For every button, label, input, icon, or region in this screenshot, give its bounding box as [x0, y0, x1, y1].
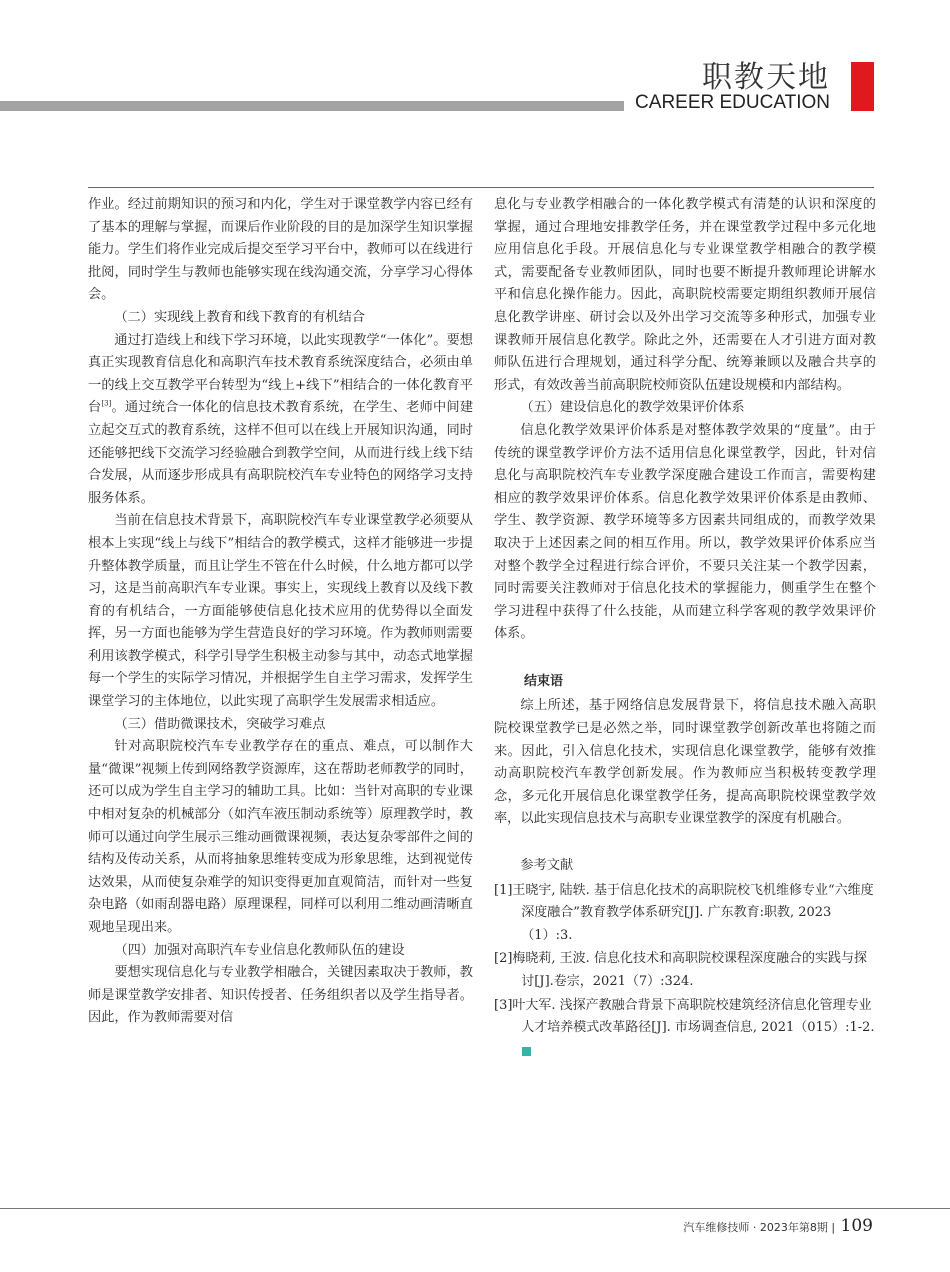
page-number: 109 [840, 1216, 873, 1236]
brand-subtitle: CAREER EDUCATION [635, 92, 830, 113]
brand-accent-block [851, 62, 874, 111]
paragraph: 息化与专业教学相融合的一体化教学模式有清楚的认识和深度的掌握，通过合理地安排教学任务，并在课堂教学过程中多元化地应用信息化手段。开展信息化与专业课堂教学相融合的教学模式，需要配备专业教师团队，同时也要不断提升教师理论讲解水平和信息化操作能力。因此，高职院校需要定期组织教师开展信息化教学讲座、研讨会以及外出学习交流等多种形式，加强专业课教师开展信息化教学。除此之外，还需要在人才引进方面对教师队伍进行合理规划，通过科学分配、统筹兼顾以及融合共享的形式，有效改善当前高职院校师资队伍建设规模和内部结构。 [494, 197, 876, 393]
paragraph: 要想实现信息化与专业教学相融合，关键因素取决于教师，教师是课堂教学安排者、知识传授者、任务组织者以及学生指导者。因此，作为教师需要对信 [88, 965, 473, 1026]
section-heading: （二）实现线上教育和线下教育的有机结合 [114, 309, 365, 325]
section-heading: （四）加强对高职汽车专业信息化教师队伍的建设 [114, 942, 405, 958]
citation-mark: [3] [101, 399, 112, 408]
paragraph: 当前在信息技术背景下，高职院校汽车专业课堂教学必须要从根本上实现“线上与线下”相结合的教学模式，这样才能够进一步提升整体教学质量，而且让学生不管在什么时候，什么地方都可以学习，这是当前高职汽车专业课。事实上，实现线上教育以及线下教育的有机结合，一方面能够使信息化技术应用的优势得以全面发挥，另一方面也能够为学生营造良好的学习环境。作为教师则需要利用该教学模式，科学引导学生积极主动参与其中，动态式地掌握每一个学生的实际学习情况，并根据学生自主学习需求，发挥学生课堂学习的主体地位，以此实现了高职学生发展需求相适应。 [88, 513, 473, 710]
reference-item [494, 995, 876, 1063]
reference-item: [2]梅晓莉, 王波. 信息化技术和高职院校课程深度融合的实践与探讨[J].卷宗，2021（7）:324. [494, 951, 867, 989]
header-bar [0, 101, 624, 111]
paragraph-text: 。通过统合一体化的信息技术教育系统，在学生、老师中间建立起交互式的教育系统，这样不但可以在线上开展知识沟通，同时还能够把线下交流学习经验融合到教学空间，从而进行线上线下结合发展，从而逐步形成具有高职院校汽车专业特色的网络学习支持服务体系。 [88, 400, 474, 506]
brand-title: 职教天地 [702, 60, 830, 95]
conclusion-heading: 结束语 [524, 673, 564, 689]
paragraph: 作业。经过前期知识的预习和内化，学生对于课堂教学内容已经有了基本的理解与掌握，而课后作业阶段的目的是加深学生知识掌握能力。学生们将作业完成后提交至学习平台中，教师可以在线进行批阅，同时学生与教师也能够实现在线沟通交流，分享学习心得体会。 [88, 197, 473, 303]
end-mark-icon: M [522, 1047, 531, 1056]
paragraph-text: 通过打造线上和线下学习环境，以此实现教学“一体化”。要想真正实现教育信息化和高职汽车技术教育系统深度结合，必须由单一的线上交互教学平台转型为“线上+线下”相结合的一体化教育平台 [88, 332, 473, 416]
top-divider [88, 187, 874, 188]
paragraph: 针对高职院校汽车专业教学存在的重点、难点，可以制作大量“微课”视频上传到网络教学资源库，这在帮助老师教学的同时，还可以成为学生自主学习的辅助工具。比如：当针对高职的专业课中相对复杂的机械部分（如汽车液压制动系统等）原理教学时，教师可以通过向学生展示三维动画微课视频，表达复杂零部件之间的结构及传动关系，从而将抽象思维转变成为形象思维，达到视觉传达效果，从而使复杂难学的知识变得更加直观简洁，而针对一些复杂电路（如雨刮器电路）原理课程，同样可以利用二维动画清晰直观地呈现出来。 [88, 739, 473, 935]
journal-info: 汽车维修技师 · 2023年第8期 [683, 1221, 828, 1234]
reference-text: [3]叶大军. 浅探产教融合背景下高职院校建筑经济信息化管理专业人才培养模式改革路径[J]. 市场调查信息, 2021（015）:1-2. [494, 997, 875, 1036]
references-heading: 参考文献 [520, 858, 574, 874]
footer [683, 1216, 873, 1236]
paragraph: 信息化教学效果评价体系是对整体教学效果的“度量”。由于传统的课堂教学评价方法不适用信息化课堂教学，因此，针对信息化与高职院校汽车专业教学深度融合建设工作而言，需要构建相应的教学效果评价体系。信息化教学效果评价体系是由教师、学生、教学资源、教学环境等多方因素共同组成的，而教学效果取决于上述因素之间的相互作用。所以，教学效果评价体系应当对整个教学全过程进行综合评价，不要只关注某一个教学因素，同时需要关注教师对于信息化技术的掌握能力，侧重学生在整个学习进程中获得了什么技能，从而建立科学客观的教学效果评价体系。 [494, 422, 876, 642]
footer-separator: | [831, 1221, 836, 1234]
paragraph [88, 330, 473, 511]
bottom-divider [0, 1208, 950, 1209]
section-heading: （三）借助微课技术，突破学习难点 [114, 716, 326, 732]
reference-item: [1]王晓宇, 陆轶. 基于信息化技术的高职院校飞机维修专业“六维度深度融合”教育教学体系研究[J]. 广东教育:职教, 2023（1）:3. [494, 882, 874, 943]
left-column [88, 194, 473, 1030]
paragraph: 综上所述，基于网络信息发展背景下，将信息技术融入高职院校课堂教学已是必然之举，同时课堂教学创新改革也将随之而来。因此，引入信息化技术，实现信息化课堂教学，能够有效推动高职院校汽车教学创新发展。作为教师应当积极转变教学理念，多元化开展信息化课堂教学任务，提高高职院校课堂教学效率，以此实现信息技术与高职专业课堂教学的深度有机融合。 [494, 698, 876, 827]
section-heading: （五）建设信息化的教学效果评价体系 [520, 400, 745, 416]
right-column [494, 194, 876, 1062]
